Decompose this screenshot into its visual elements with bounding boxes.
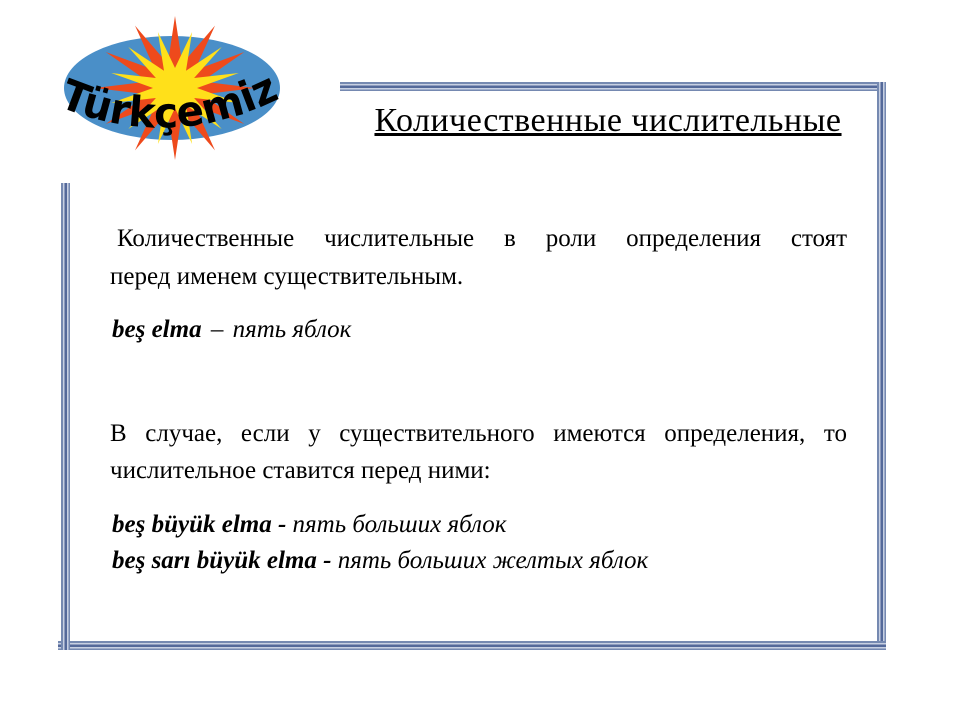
- paragraph-line: перед именем существительным.: [110, 263, 464, 290]
- example-line: [112, 507, 648, 543]
- turkish-phrase: beş büyük elma -: [112, 511, 287, 538]
- frame-top-border: [340, 82, 886, 91]
- frame-bottom-border: [58, 641, 886, 650]
- paragraph-line: В случае, если у существительного имеются определения, то: [110, 420, 847, 447]
- turkcemiz-logo: [0, 0, 300, 180]
- frame-right-border: [877, 82, 886, 650]
- russian-translation: пять больших желтых яблок: [337, 547, 649, 574]
- paragraph-2: [110, 415, 847, 489]
- example-line: [112, 543, 648, 579]
- paragraph-line: Количественные числительные в роли определения стоят: [117, 225, 847, 252]
- russian-translation: пять больших яблок: [292, 511, 507, 538]
- paragraph-1: [110, 220, 847, 296]
- turkish-phrase: beş elma: [112, 316, 202, 343]
- paragraph-line: числительное ставится перед ними:: [110, 457, 491, 484]
- turkish-phrase: beş sarı büyük elma -: [112, 547, 332, 574]
- logo-text: Türkçemiz: [54, 62, 286, 138]
- frame-left-border: [61, 183, 70, 650]
- example-list: [112, 507, 648, 579]
- dash-separator: –: [210, 316, 224, 343]
- example-line: [112, 312, 351, 348]
- russian-translation: пять яблок: [232, 316, 352, 343]
- page-title: Количественные числительные: [374, 102, 842, 139]
